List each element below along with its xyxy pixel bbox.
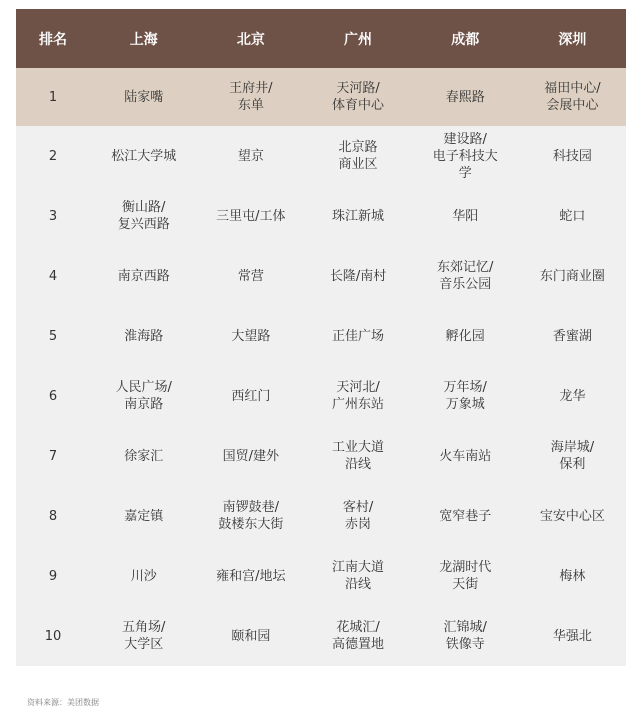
table-cell: 宽窄巷子 <box>412 486 519 546</box>
header-shenzhen: 深圳 <box>519 9 626 68</box>
table-cell: 江南大道 沿线 <box>304 546 411 606</box>
table-cell: 五角场/ 大学区 <box>90 606 197 666</box>
ranking-table-container <box>16 9 626 666</box>
table-cell: 珠江新城 <box>304 186 411 246</box>
table-cell: 10 <box>16 606 90 666</box>
table-row <box>16 366 626 426</box>
table-row <box>16 68 626 126</box>
table-cell: 香蜜湖 <box>519 306 626 366</box>
table-cell: 东郊记忆/ 音乐公园 <box>412 246 519 306</box>
table-cell: 华阳 <box>412 186 519 246</box>
table-cell: 福田中心/ 会展中心 <box>519 68 626 126</box>
table-cell: 3 <box>16 186 90 246</box>
table-cell: 南京西路 <box>90 246 197 306</box>
table-cell: 南锣鼓巷/ 鼓楼东大街 <box>197 486 304 546</box>
table-cell: 国贸/建外 <box>197 426 304 486</box>
table-cell: 蛇口 <box>519 186 626 246</box>
table-row <box>16 186 626 246</box>
table-cell: 客村/ 赤岗 <box>304 486 411 546</box>
table-cell: 梅林 <box>519 546 626 606</box>
table-cell: 松江大学城 <box>90 126 197 186</box>
table-cell: 花城汇/ 高德置地 <box>304 606 411 666</box>
header-shanghai: 上海 <box>90 9 197 68</box>
table-cell: 西红门 <box>197 366 304 426</box>
table-cell: 常营 <box>197 246 304 306</box>
table-row <box>16 486 626 546</box>
table-cell: 7 <box>16 426 90 486</box>
header-beijing: 北京 <box>197 9 304 68</box>
ranking-table <box>16 9 626 666</box>
table-cell: 正佳广场 <box>304 306 411 366</box>
table-cell: 孵化园 <box>412 306 519 366</box>
table-cell: 华强北 <box>519 606 626 666</box>
table-cell: 龙华 <box>519 366 626 426</box>
table-cell: 1 <box>16 68 90 126</box>
table-cell: 海岸城/ 保利 <box>519 426 626 486</box>
table-cell: 雍和宫/地坛 <box>197 546 304 606</box>
table-cell: 9 <box>16 546 90 606</box>
table-cell: 望京 <box>197 126 304 186</box>
table-cell: 大望路 <box>197 306 304 366</box>
table-cell: 川沙 <box>90 546 197 606</box>
table-cell: 火车南站 <box>412 426 519 486</box>
table-cell: 8 <box>16 486 90 546</box>
table-cell: 三里屯/工体 <box>197 186 304 246</box>
table-cell: 5 <box>16 306 90 366</box>
table-cell: 东门商业圈 <box>519 246 626 306</box>
table-row <box>16 546 626 606</box>
table-header-row <box>16 9 626 68</box>
table-cell: 淮海路 <box>90 306 197 366</box>
table-cell: 长隆/南村 <box>304 246 411 306</box>
table-cell: 春熙路 <box>412 68 519 126</box>
table-row <box>16 426 626 486</box>
table-cell: 徐家汇 <box>90 426 197 486</box>
table-cell: 龙湖时代 天街 <box>412 546 519 606</box>
table-cell: 颐和园 <box>197 606 304 666</box>
table-cell: 天河路/ 体育中心 <box>304 68 411 126</box>
table-cell: 天河北/ 广州东站 <box>304 366 411 426</box>
table-cell: 人民广场/ 南京路 <box>90 366 197 426</box>
table-row <box>16 606 626 666</box>
source-note: 资料来源：美团数据 <box>27 698 99 707</box>
table-cell: 衡山路/ 复兴西路 <box>90 186 197 246</box>
table-cell: 6 <box>16 366 90 426</box>
header-guangzhou: 广州 <box>304 9 411 68</box>
table-cell: 4 <box>16 246 90 306</box>
header-rank: 排名 <box>16 9 90 68</box>
table-row <box>16 246 626 306</box>
table-cell: 陆家嘴 <box>90 68 197 126</box>
table-cell: 工业大道 沿线 <box>304 426 411 486</box>
table-cell: 王府井/ 东单 <box>197 68 304 126</box>
table-cell: 建设路/ 电子科技大 学 <box>412 126 519 186</box>
table-cell: 2 <box>16 126 90 186</box>
table-cell: 嘉定镇 <box>90 486 197 546</box>
table-cell: 万年场/ 万象城 <box>412 366 519 426</box>
table-row <box>16 126 626 186</box>
table-cell: 汇锦城/ 铁像寺 <box>412 606 519 666</box>
table-row <box>16 306 626 366</box>
table-cell: 宝安中心区 <box>519 486 626 546</box>
table-cell: 北京路 商业区 <box>304 126 411 186</box>
table-cell: 科技园 <box>519 126 626 186</box>
header-chengdu: 成都 <box>412 9 519 68</box>
